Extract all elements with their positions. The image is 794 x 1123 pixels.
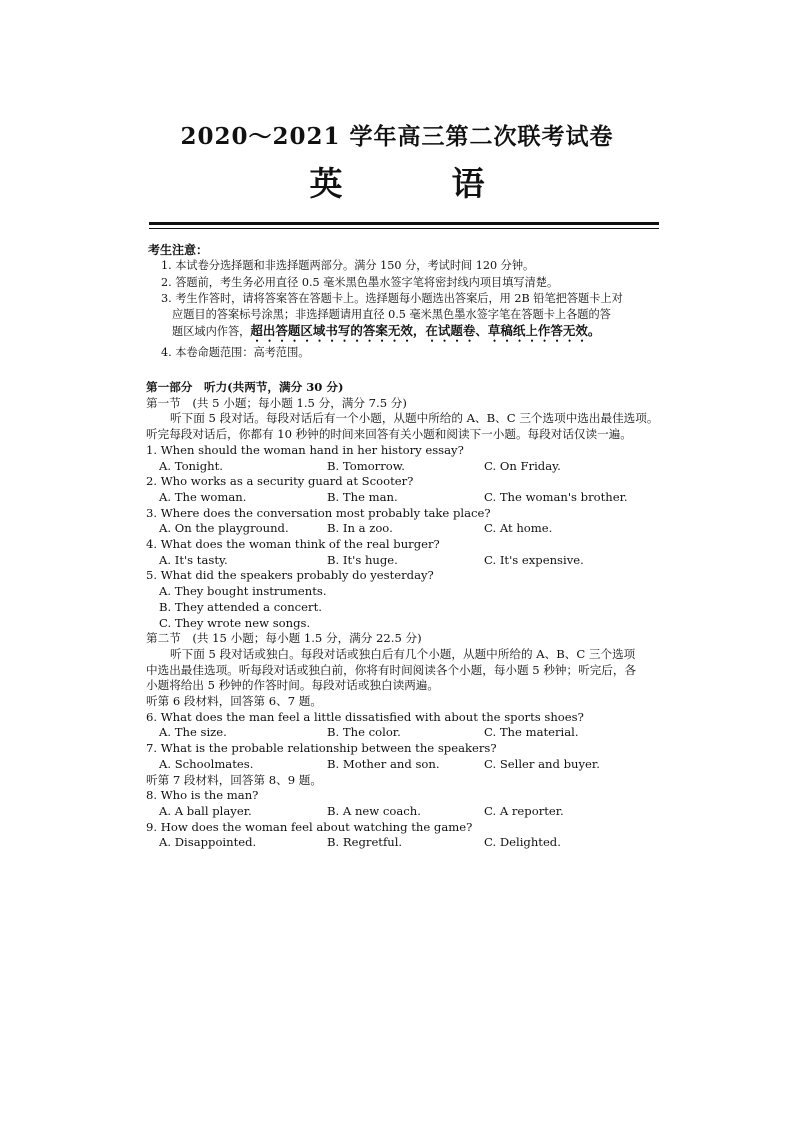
notice-emphasis: 超出答题区域书写的答案无效，在试题卷、草稿纸上作答无效。 [250, 323, 601, 339]
option-b: B. They attended a concert. [159, 599, 322, 614]
notice-item-3-line3 [172, 323, 668, 345]
option-a: A. A ball player. [159, 803, 252, 818]
header-rule-thin [149, 228, 659, 229]
option-a: A. Schoolmates. [159, 756, 254, 771]
option-c: C. On Friday. [484, 458, 561, 473]
options-row [146, 835, 666, 851]
section1-instruction-1: 听下面 5 段对话。每段对话后有一个小题，从题中所给的 A、B、C 三个选项中选出最佳选项。 [170, 411, 659, 426]
question-4 [146, 537, 666, 568]
question-2 [146, 474, 666, 505]
question-6 [146, 710, 666, 741]
option-a: A. It's tasty. [159, 552, 228, 567]
option-b: B. It's huge. [327, 552, 398, 567]
option-c: C. Delighted. [484, 835, 561, 850]
exam-title: 2020～2021 学年高三第二次联考试卷 [180, 123, 614, 150]
options-row [146, 553, 666, 569]
section1-instruction-2: 听完每段对话后，你都有 10 秒钟的时间来回答有关小题和阅读下一小题。每段对话仅读一遍。 [146, 427, 632, 442]
option-b: B. Regretful. [327, 835, 403, 850]
question-3 [146, 506, 666, 537]
option-c: C. A reporter. [484, 803, 564, 818]
option-c: C. Seller and buyer. [484, 756, 600, 771]
option-a: A. They bought instruments. [159, 584, 327, 599]
option-c: C. It's expensive. [484, 552, 584, 567]
option-c: C. They wrote new songs. [159, 615, 311, 630]
notice-item-2: 2. 答题前，考生务必用直径 0.5 毫米黑色墨水签字笔将密封线内项目填写清楚。 [161, 275, 559, 289]
option-b: B. Mother and son. [327, 756, 440, 771]
options-row [146, 459, 666, 475]
question-text: 5. What did the speakers probably do yesterday? [146, 568, 434, 583]
question-text: 3. Where does the conversation most probably take place? [146, 505, 491, 520]
listening-part [146, 380, 666, 851]
notice-item-3-line2: 应题目的答案标号涂黑；非选择题请用直径 0.5 毫米黑色墨水签字笔在答题卡上各题的答 [172, 308, 611, 322]
question-text: 2. Who works as a security guard at Scooter? [146, 474, 414, 489]
question-9 [146, 820, 666, 851]
question-7 [146, 741, 666, 772]
option-a: A. Disappointed. [159, 835, 257, 850]
section2-instruction-1: 听下面 5 段对话或独白。每段对话或独白后有几个小题，从题中所给的 A、B、C 三个选项 [170, 646, 636, 661]
question-text: 1. When should the woman hand in her history essay? [146, 442, 464, 457]
notice-item-4: 4. 本卷命题范围：高考范围。 [161, 346, 310, 360]
options-row [146, 757, 666, 773]
question-text: 6. What does the man feel a little dissatisfied with about the sports shoes? [146, 709, 584, 724]
option-b: B. The color. [327, 725, 401, 740]
question-text: 4. What does the woman think of the real burger? [146, 537, 440, 552]
section2-heading: 第二节 (共 15 小题；每小题 1.5 分，满分 22.5 分) [146, 631, 422, 646]
section1-heading: 第一节 (共 5 小题；每小题 1.5 分，满分 7.5 分) [146, 395, 407, 410]
option-b: B. A new coach. [327, 803, 421, 818]
option-b: B. In a zoo. [327, 521, 393, 536]
options-row [146, 804, 666, 820]
candidate-notice [148, 242, 668, 362]
section2-instruction-2: 中选出最佳选项。听每段对话或独白前，你将有时间阅读各个小题，每小题 5 秒钟；听完后，各 [146, 662, 637, 677]
question-text: 7. What is the probable relationship between the speakers? [146, 741, 497, 756]
option-a: A. On the playground. [159, 521, 289, 536]
option-c: C. At home. [484, 521, 553, 536]
part1-heading: 第一部分 听力(共两节，满分 30 分) [146, 380, 344, 394]
notice-item-3 [148, 291, 668, 346]
notice-item-3-line3-start: 题区域内作答， [172, 325, 251, 339]
option-c: C. The woman's brother. [484, 489, 628, 504]
option-a: A. Tonight. [159, 458, 223, 473]
option-c: C. The material. [484, 725, 579, 740]
question-5 [146, 568, 666, 631]
option-b: B. Tomorrow. [327, 458, 405, 473]
option-a: A. The size. [159, 725, 227, 740]
question-1 [146, 443, 666, 474]
section2-instruction-3: 小题将给出 5 秒钟的作答时间。每段对话或独白读两遍。 [146, 678, 439, 693]
options-row [146, 521, 666, 537]
header-rule-thick [149, 222, 659, 225]
subject-title: 英 语 [309, 164, 523, 203]
option-b: B. The man. [327, 489, 398, 504]
notice-item-3-line1: 3. 考生作答时，请将答案答在答题卡上。选择题每小题选出答案后，用 2B 铅笔把答题卡上对 [161, 291, 623, 305]
material-7-label: 听第 7 段材料，回答第 8、9 题。 [146, 772, 322, 787]
material-6-label: 听第 6 段材料，回答第 6、7 题。 [146, 694, 322, 709]
question-8 [146, 788, 666, 819]
question-text: 9. How does the woman feel about watching the game? [146, 819, 473, 834]
options-row [146, 725, 666, 741]
notice-item-1: 1. 本试卷分选择题和非选择题两部分。满分 150 分，考试时间 120 分钟。 [161, 259, 535, 273]
notice-heading: 考生注意： [148, 243, 209, 257]
option-a: A. The woman. [159, 489, 247, 504]
question-text: 8. Who is the man? [146, 788, 259, 803]
options-row [146, 490, 666, 506]
